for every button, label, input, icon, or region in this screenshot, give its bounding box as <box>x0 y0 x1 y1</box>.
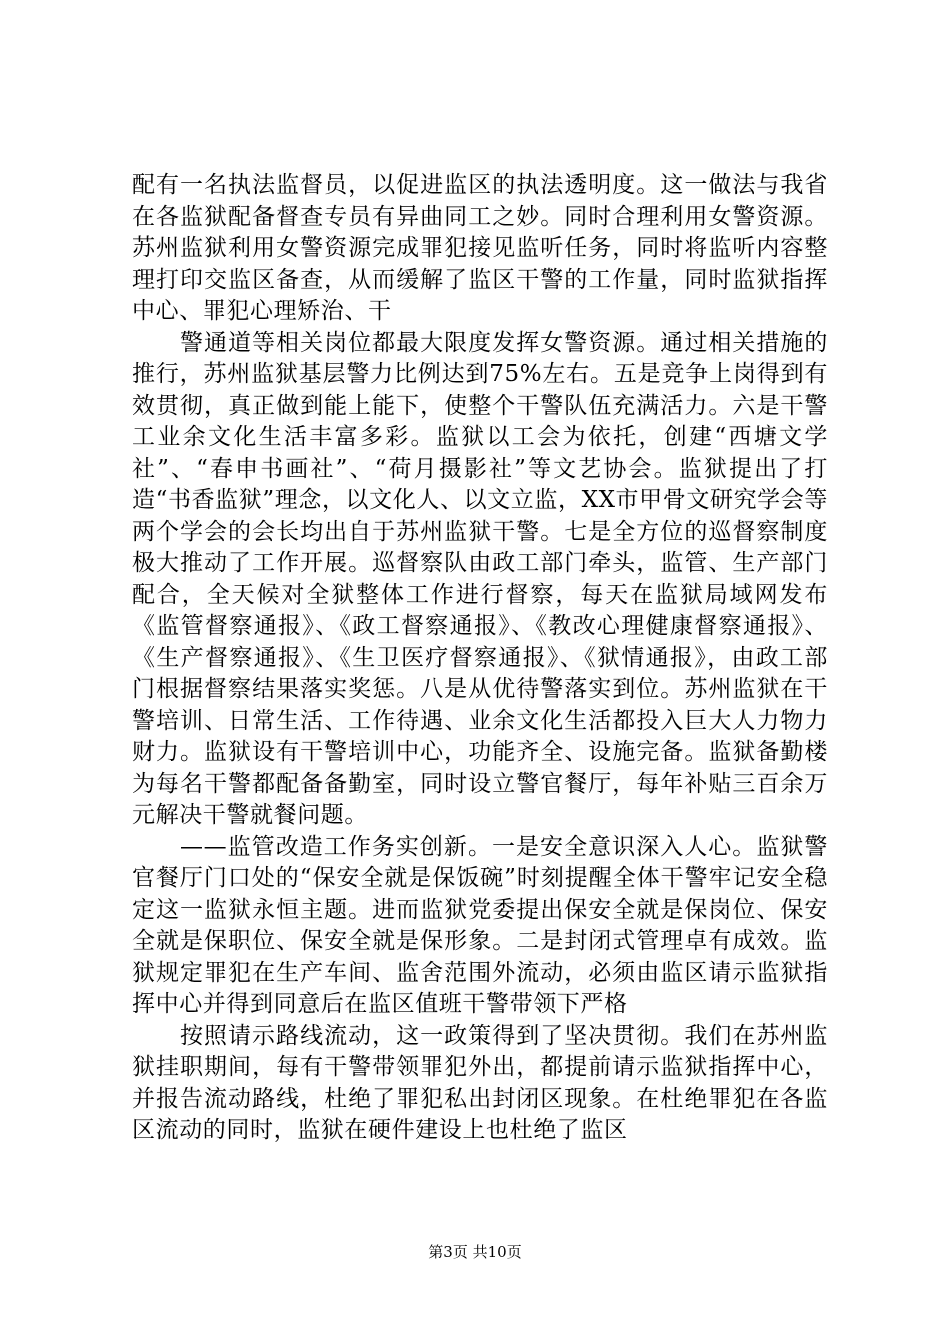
paragraph-4: 按照请示路线流动，这一政策得到了坚决贯彻。我们在苏州监狱挂职期间，每有干警带领罪犯外出，都提前请示监狱指挥中心，并报告流动路线，杜绝了罪犯私出封闭区现象。在杜绝罪犯在各监区流动的同时，监狱在硬件建设上也杜绝了监区 <box>132 1022 828 1143</box>
paragraph-2: 警通道等相关岗位都最大限度发挥女警资源。通过相关措施的推行，苏州监狱基层警力比例达到75%左右。五是竞争上岗得到有效贯彻，真正做到能上能下，使整个干警队伍充满活力。六是干警工业余文化生活丰富多彩。监狱以工会为依托，创建“西塘文学社”、“春申书画社”、“荷月摄影社”等文艺协会。监狱提出了打造“书香监狱”理念，以文化人、以文立监，XX市甲骨文研究学会等两个学会的会长均出自于苏州监狱干警。七是全方位的巡督察制度极大推动了工作开展。巡督察队由政工部门牵头，监管、生产部门配合，全天候对全狱整体工作进行督察，每天在监狱局域网发布《监管督察通报》、《政工督察通报》、《教改心理健康督察通报》、《生产督察通报》、《生卫医疗督察通报》、《狱情通报》，由政工部门根据督察结果落实奖惩。八是从优待警落实到位。苏州监狱在干警培训、日常生活、工作待遇、业余文化生活都投入巨大人力物力财力。监狱设有干警培训中心，功能齐全、设施完备。监狱备勤楼为每名干警都配备备勤室，同时设立警官餐厅，每年补贴三百余万元解决干警就餐问题。 <box>132 329 828 828</box>
document-body <box>132 170 828 1147</box>
paragraph-3: ——监管改造工作务实创新。一是安全意识深入人心。监狱警官餐厅门口处的“保安全就是保饭碗”时刻提醒全体干警牢记安全稳定这一监狱永恒主题。进而监狱党委提出保安全就是保岗位、保安全就是保职位、保安全就是保形象。二是封闭式管理卓有成效。监狱规定罪犯在生产车间、监舍范围外流动，必须由监区请示监狱指挥中心并得到同意后在监区值班干警带领下严格 <box>132 833 828 1017</box>
paragraph-1: 配有一名执法监督员，以促进监区的执法透明度。这一做法与我省在各监狱配备督查专员有异曲同工之妙。同时合理利用女警资源。苏州监狱利用女警资源完成罪犯接见监听任务，同时将监听内容整理打印交监区备查，从而缓解了监区干警的工作量，同时监狱指挥中心、罪犯心理矫治、干 <box>132 172 828 324</box>
page-number-footer: 第3页 共10页 <box>428 1243 522 1261</box>
